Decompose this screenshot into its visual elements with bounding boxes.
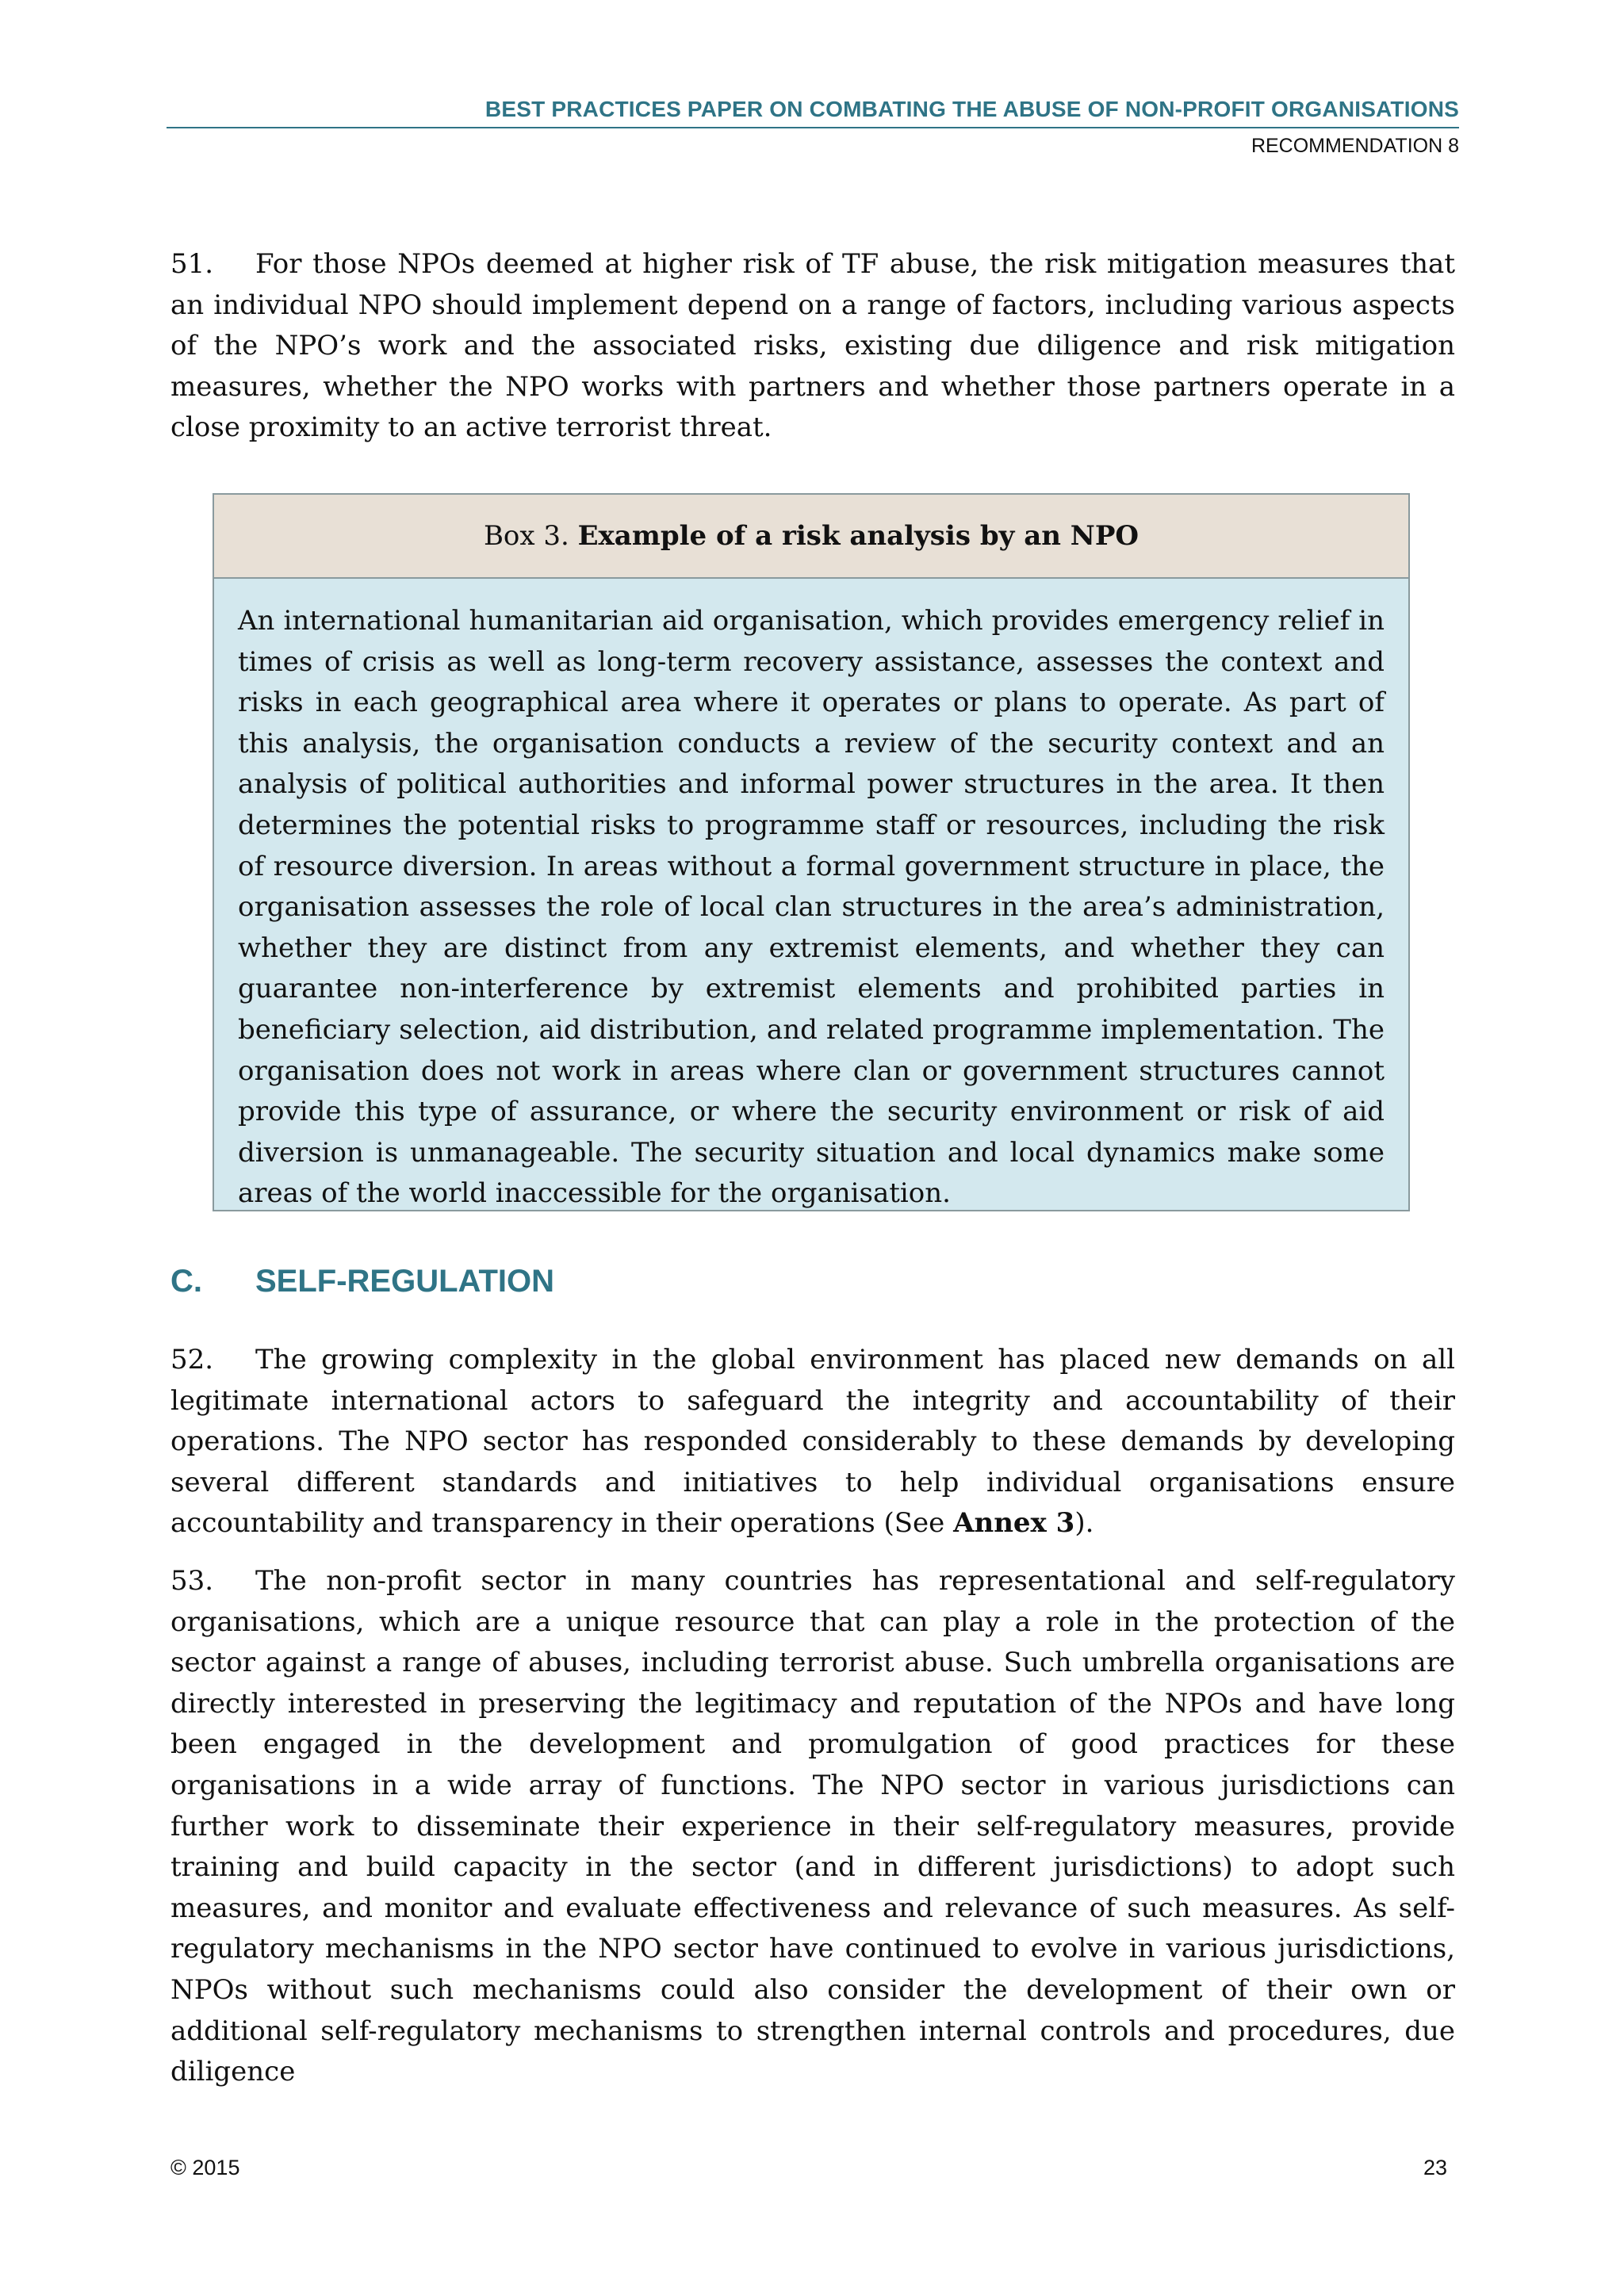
page-footer bbox=[170, 2153, 1447, 2182]
header-divider bbox=[167, 127, 1459, 128]
box-body: An international humanitarian aid organisation, which provides emergency relief in times of crisis as well as long-term recovery assistance, assesses the context and risks in each geographical area where it operates or plans to operate. As part of this analysis, the organisation conducts a review of the security context and an analysis of political authorities and informal power structures in the area. It then determines the potential risks to programme staff or resources, including the risk of resource diversion. In areas without a formal government structure in place, the organisation assesses the role of local clan structures in the area’s administration, whether they are distinct from any extremist elements, and whether they can guarantee non-interference by extremist elements and prohibited parties in beneficiary selection, aid distribution, and related programme implementation. The organisation does not work in areas where clan or government structures cannot provide this type of assurance, or where the security environment or risk of aid diversion is unmanageable. The security situation and local dynamics make some areas of the world inaccessible for the organisation. bbox=[238, 605, 1385, 1210]
paragraph-text: The growing complexity in the global environment has placed new demands on all legitimate international actors to safeguard the integrity and accountability of their operations. The NPO sector has responded considerably to these demands by developing several different standards and initiatives to help individual organisations ensure accountability and transparency in their operations (See bbox=[170, 1344, 1455, 1540]
document-subtitle: RECOMMENDATION 8 bbox=[1251, 135, 1459, 157]
document-title: BEST PRACTICES PAPER ON COMBATING THE ABUSE OF NON-PROFIT ORGANISATIONS bbox=[485, 97, 1459, 121]
paragraph-text-end: ). bbox=[1074, 1507, 1094, 1540]
box-label: Box 3. bbox=[483, 520, 578, 552]
paragraph-53 bbox=[170, 1561, 1455, 2093]
paragraph-text: The non-profit sector in many countries has representational and self-regulatory organisations, which are a unique resource that can play a role in the protection of the sector against a range of abuses, including terrorist abuse. Such umbrella organisations are directly interested in preserving the legitimacy and reputation of the NPOs and have long been engaged in the development and promulgation of good practices for these organisations in a wide array of functions. The NPO sector in various jurisdictions can further work to disseminate their experience in their self-regulatory measures, provide training and build capacity in the sector (and in different jurisdictions) to adopt such measures, and monitor and evaluate effectiveness and relevance of such measures. As self-regulatory mechanisms in the NPO sector have continued to evolve in various jurisdictions, NPOs without such mechanisms could also consider the development of their own or additional self-regulatory mechanisms to strengthen internal controls and procedures, due diligence bbox=[170, 1565, 1455, 2088]
page-header bbox=[167, 94, 1459, 160]
paragraph-number: 51. bbox=[170, 248, 214, 280]
copyright: © 2015 bbox=[170, 2156, 240, 2179]
section-title: SELF-REGULATION bbox=[255, 1264, 555, 1299]
box-3 bbox=[213, 493, 1410, 1211]
box-header bbox=[214, 495, 1408, 579]
paragraph-text: For those NPOs deemed at higher risk of TF abuse, the risk mitigation measures that an individual NPO should implement depend on a range of factors, including various aspects of the NPO’s work and the associated risks, existing due diligence and risk mitigation measures, whether the NPO works with partners and whether those partners operate in a close proximity to an active terrorist threat. bbox=[170, 248, 1455, 444]
paragraph-51 bbox=[170, 244, 1455, 449]
annex-reference: Annex 3 bbox=[953, 1507, 1075, 1540]
paragraph-52 bbox=[170, 1340, 1455, 1544]
paragraph-number: 53. bbox=[170, 1565, 214, 1597]
paragraph-number: 52. bbox=[170, 1344, 214, 1376]
section-number: C. bbox=[170, 1264, 202, 1299]
section-heading bbox=[170, 1261, 554, 1302]
box-title: Example of a risk analysis by an NPO bbox=[577, 520, 1139, 552]
page-number: 23 bbox=[1423, 2156, 1447, 2179]
